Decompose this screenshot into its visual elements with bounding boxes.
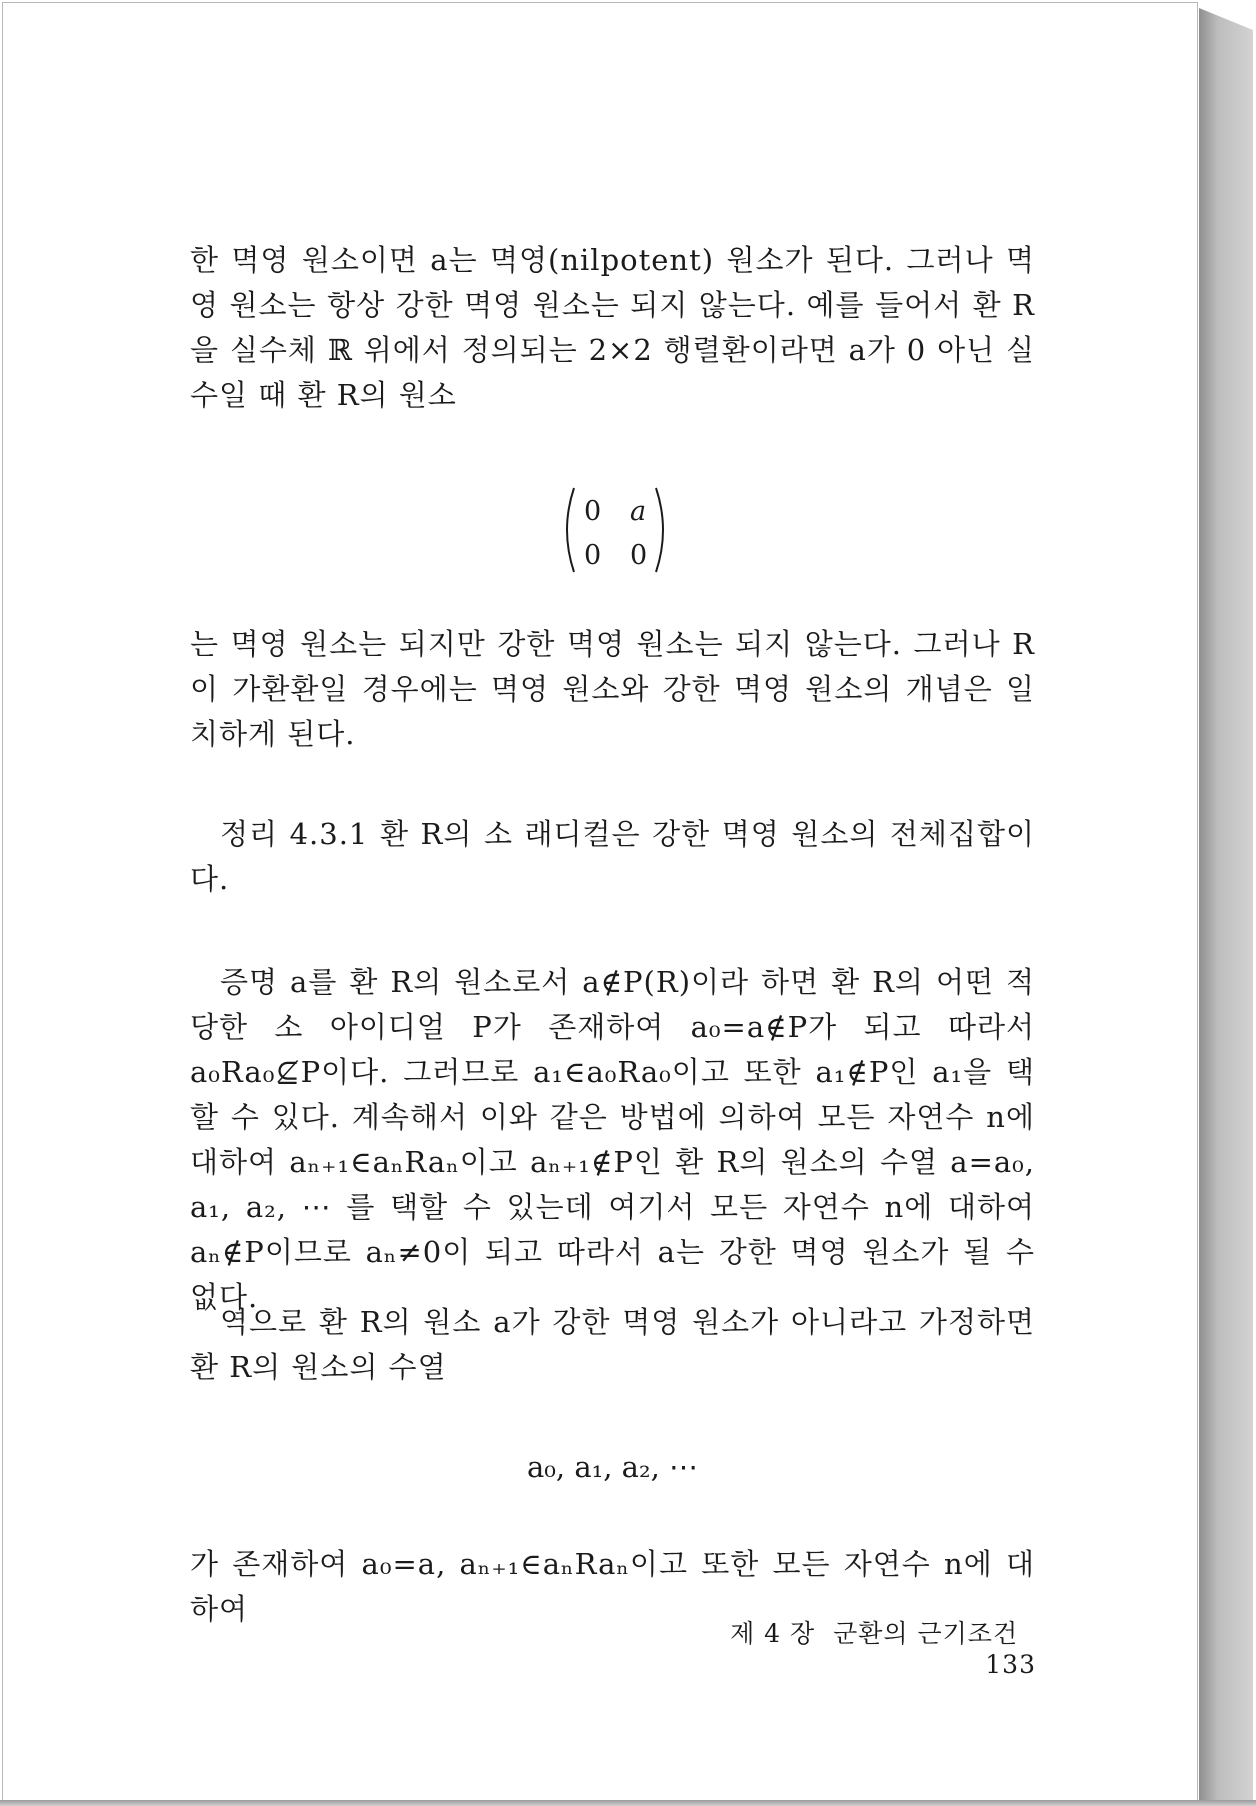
matrix-entry-21: 0 [584, 540, 602, 571]
page-bottom-shadow [0, 1800, 1256, 1806]
page-footer [686, 1614, 1036, 1679]
page-edge-shadow [1199, 8, 1253, 1804]
matrix-entry-11: 0 [584, 496, 602, 527]
proof-label: 증명 [220, 965, 279, 999]
matrix-entry-22: 0 [630, 540, 648, 571]
theorem-text: 환 R의 소 래디컬은 강한 멱영 원소의 전체집합이다. [190, 817, 1035, 896]
theorem [190, 812, 1035, 902]
proof-text: a를 환 R의 원소로서 a∉P(R)이라 하면 환 R의 어떤 적당한 소 아이디얼 P가 존재하여 a₀=a∉P가 되고 따라서 a₀Ra₀⊈P이다. 그러므로 a₁∈a₀Ra₀이고 또한 a₁∉P인 a₁을 택할 수 있다. 계속해서 이와 같은 방법에 의하여 모든 자연수 n에 대하여 aₙ₊₁∈aₙRaₙ이고 aₙ₊₁∉P인 환 R의 원소의 수열 a=a₀, a₁, a₂, ⋯ 를 택할 수 있는데 여기서 모든 자연수 n에 대하여 aₙ∉P이므로 aₙ≠0이 되고 따라서 a는 강한 멱영 원소가 될 수 없다. [190, 965, 1036, 1314]
matrix-display [560, 484, 670, 576]
theorem-label: 정리 4.3.1 [220, 817, 369, 851]
paragraph-2: 는 멱영 원소는 되지만 강한 멱영 원소는 되지 않는다. 그러나 R이 가환환일 경우에는 멱영 원소와 강한 멱영 원소의 개념은 일치하게 된다. [190, 627, 1035, 751]
footer-title: 군환의 근기조건 [833, 1619, 1019, 1648]
footer-chapter: 제 4 장 [730, 1619, 816, 1648]
paragraph-3: 가 존재하여 a₀=a, aₙ₊₁∈aₙRaₙ이고 또한 모든 자연수 n에 대하여 [190, 1547, 1035, 1626]
sequence-display: a₀, a₁, a₂, ⋯ [526, 1450, 699, 1484]
paragraph-1: 한 멱영 원소이면 a는 멱영(nilpotent) 원소가 된다. 그러나 멱영 원소는 항상 강한 멱영 원소는 되지 않는다. 예를 들어서 환 R을 실수체 ℝ 위에서 정의되는 2×2 행렬환이라면 a가 0 아닌 실수일 때 환 R의 원소 [190, 243, 1035, 412]
proof-paragraph-2: 역으로 환 R의 원소 a가 강한 멱영 원소가 아니라고 가정하면 환 R의 원소의 수열 [190, 1305, 1035, 1384]
matrix-entry-12: a [630, 496, 647, 527]
page-number: 133 [985, 1650, 1036, 1679]
proof-paragraph-1 [190, 960, 1035, 1320]
